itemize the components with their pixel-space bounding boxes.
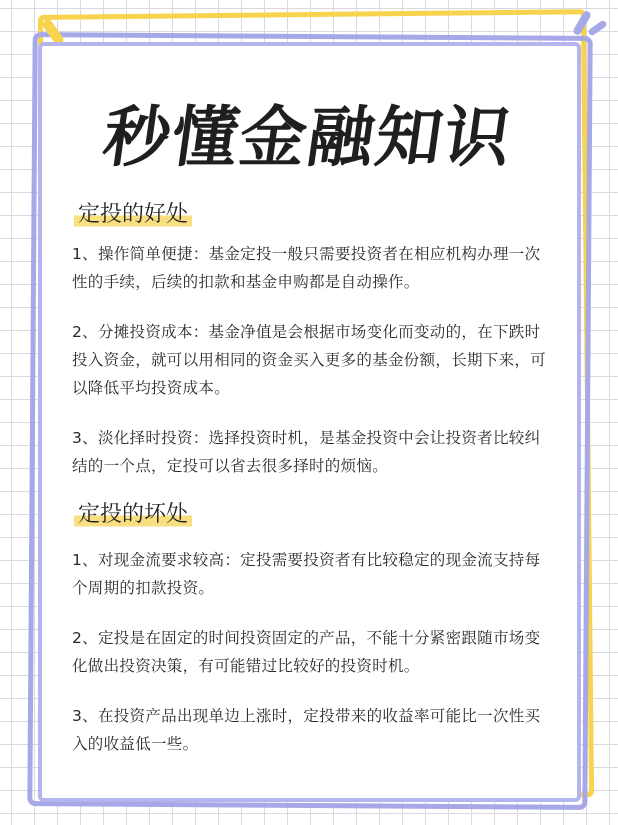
drawback-item-3: 3、在投资产品出现单边上涨时，定投带来的收益率可能比一次性买入的收益低一些。 [72, 707, 541, 753]
page-title: 秒懂金融知识 [98, 99, 518, 176]
benefit-item-2: 2、分摊投资成本：基金净值是会根据市场变化而变动的，在下跌时投入资金，就可以用相同的资金买入更多的基金份额，长期下来，可以降低平均投资成本。 [72, 323, 547, 397]
drawback-item-1: 1、对现金流要求较高：定投需要投资者有比较稳定的现金流支持每个周期的扣款投资。 [72, 551, 541, 597]
decorative-stroke-top-right-2 [587, 19, 607, 36]
benefit-item-3: 3、淡化择时投资：选择投资时机，是基金投资中会让投资者比较纠结的一个点，定投可以省去很多择时的烦恼。 [72, 429, 541, 475]
drawback-item-2: 2、定投是在固定的时间投资固定的产品，不能十分紧密跟随市场变化做出投资决策，有可能错过比较好的投资时机。 [72, 629, 541, 675]
section-heading-drawbacks: 定投的坏处 [74, 500, 192, 530]
benefit-item-1: 1、操作简单便捷：基金定投一般只需要投资者在相应机构办理一次性的手续，后续的扣款和基金申购都是自动操作。 [72, 245, 541, 291]
section-heading-benefits: 定投的好处 [74, 200, 192, 230]
